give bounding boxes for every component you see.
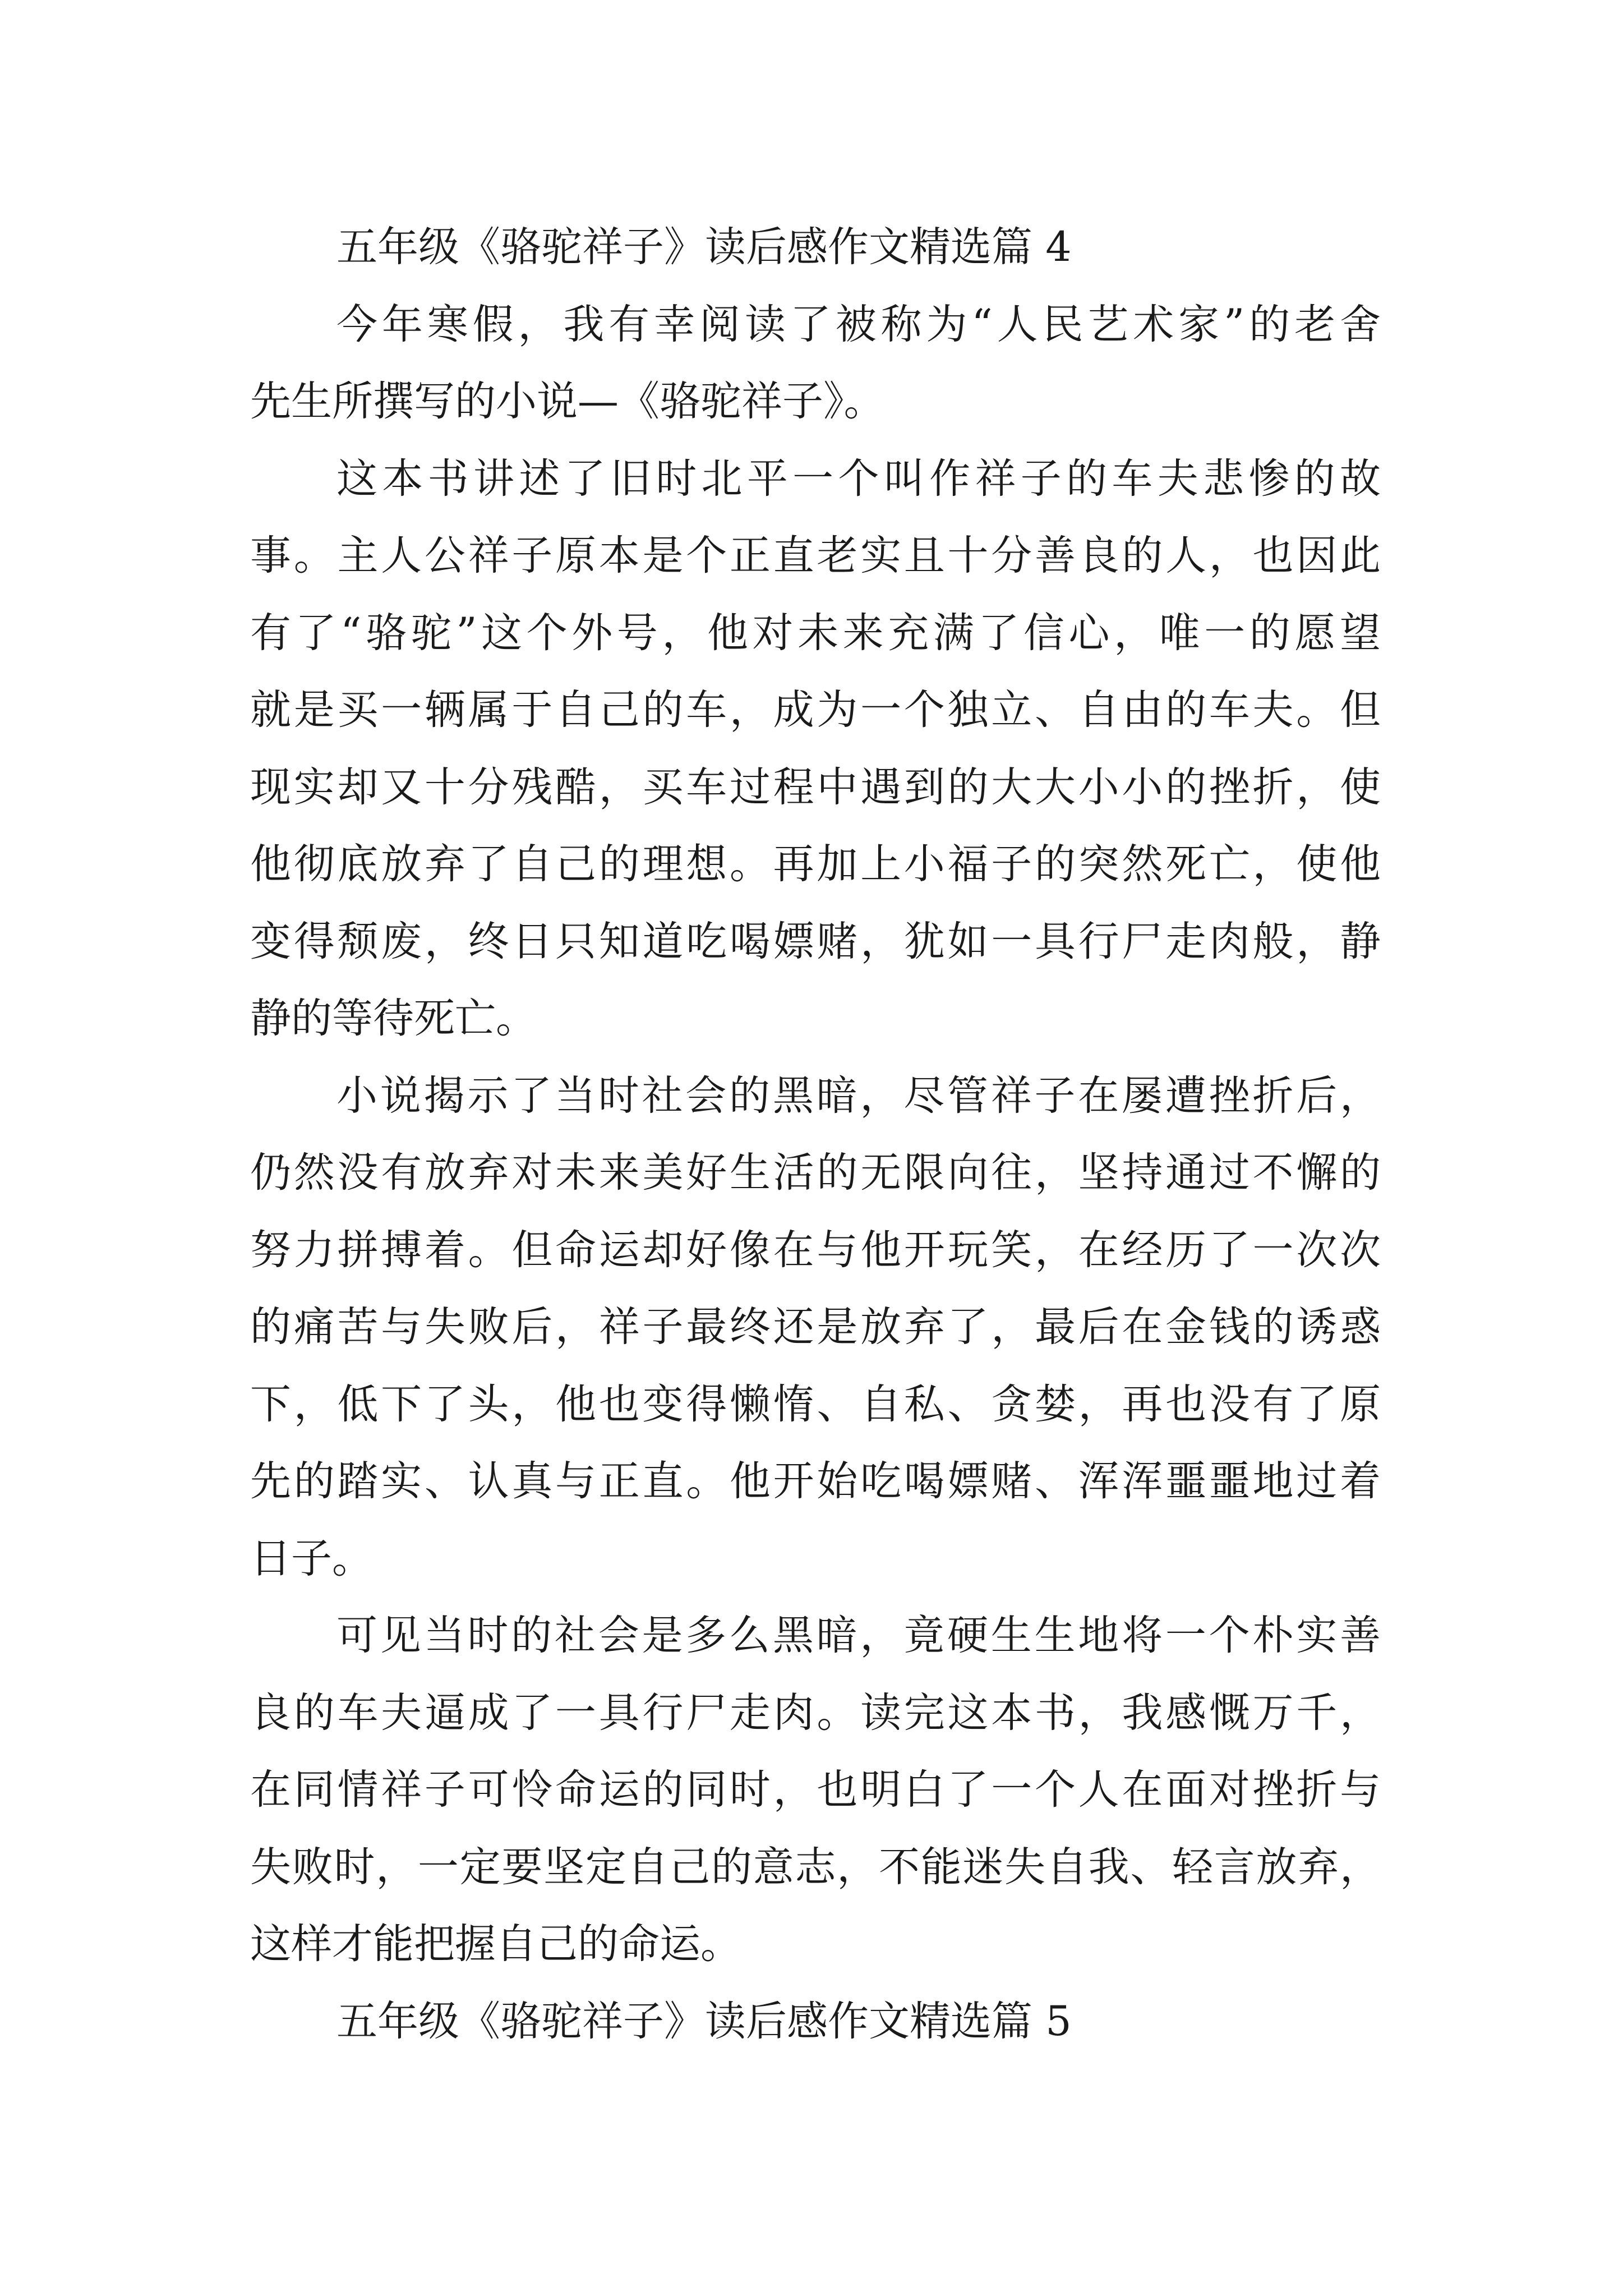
paragraph-line: 下，低下了头，他也变得懒惰、自私、贪婪，再也没有了原 [250,1380,1381,1428]
paragraph [250,1597,1381,1983]
paragraph-line: 先的踏实、认真与正直。他开始吃喝嫖赌、浑浑噩噩地过着 [250,1457,1381,1505]
paragraph-line: 小说揭示了当时社会的黑暗，尽管祥子在屡遭挫折后， [336,1071,1381,1120]
paragraph-line: 有了“骆驼”这个外号，他对未来充满了信心，唯一的愿望 [250,609,1381,657]
paragraph-line: 现实却又十分残酷，买车过程中遇到的大大小小的挫折，使 [250,763,1381,811]
text-column [250,209,1381,2060]
paragraph-line: 事。主人公祥子原本是个正直老实且十分善良的人，也因此 [250,532,1381,579]
paragraph-line: 这样才能把握自己的命运。 [250,1920,741,1968]
paragraph-line: 先生所撰写的小说—《骆驼祥子》。 [250,378,885,425]
paragraph-line: 仍然没有放弃对未来美好生活的无限向往，坚持通过不懈的 [250,1149,1381,1197]
paragraph-line: 静的等待死亡。 [250,995,537,1042]
section-heading-4: 五年级《骆驼祥子》读后感作文精选篇 4 [336,223,1072,271]
paragraph-line: 失败时，一定要坚定自己的意志，不能迷失自我、轻言放弃， [250,1843,1381,1891]
paragraph-line: 的痛苦与失败后，祥子最终还是放弃了，最后在金钱的诱惑 [250,1303,1381,1351]
paragraph [250,1057,1381,1598]
paragraph [250,440,1381,1057]
paragraph-line: 可见当时的社会是多么黑暗，竟硬生生地将一个朴实善 [336,1612,1381,1659]
paragraph-line: 在同情祥子可怜命运的同时，也明白了一个人在面对挫折与 [250,1766,1381,1814]
paragraph-line: 今年寒假，我有幸阅读了被称为“人民艺术家”的老舍 [336,300,1381,348]
paragraph [250,286,1381,440]
paragraph-line: 日子。 [250,1534,373,1582]
section-heading-5: 五年级《骆驼祥子》读后感作文精选篇 5 [336,1997,1072,2045]
paragraph-line: 就是买一辆属于自己的车，成为一个独立、自由的车夫。但 [250,686,1381,734]
paragraph-line: 变得颓废，终日只知道吃喝嫖赌，犹如一具行尸走肉般，静 [250,917,1381,965]
paragraph-line: 这本书讲述了旧时北平一个叫作祥子的车夫悲惨的故 [336,454,1381,503]
paragraph-line: 他彻底放弃了自己的理想。再加上小福子的突然死亡，使他 [250,840,1381,888]
paragraph-line: 努力拼搏着。但命运却好像在与他开玩笑，在经历了一次次 [250,1226,1381,1274]
paragraph-line: 良的车夫逼成了一具行尸走肉。读完这本书，我感慨万千， [250,1688,1381,1737]
